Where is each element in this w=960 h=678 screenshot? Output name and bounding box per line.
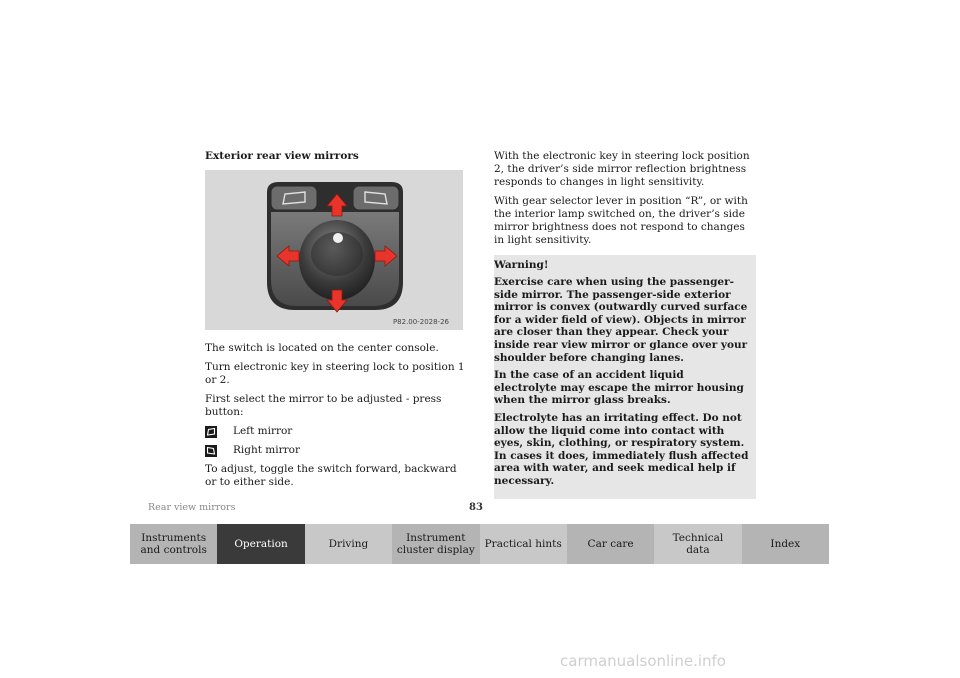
tab-car-care[interactable]: Car care: [567, 524, 654, 564]
right-paragraph-2: With gear selector lever in position “R”, or with the interior lamp switched on, the driver’s side mirror brightness does not respond to changes in light sensitivity.: [494, 195, 748, 246]
right-mirror-button: [353, 186, 399, 210]
right-mirror-icon: [205, 445, 217, 457]
tab-practical-hints[interactable]: Practical hints: [480, 524, 567, 564]
warning-box: [494, 255, 756, 499]
tab-index[interactable]: Index: [742, 524, 829, 564]
page-number: 83: [469, 502, 483, 513]
left-paragraph-4: To adjust, toggle the switch forward, backward or to either side.: [205, 463, 457, 488]
mirror-switch-illustration: [205, 170, 463, 330]
tab-technical-data[interactable]: Technical data: [654, 524, 741, 564]
left-paragraph-3: First select the mirror to be adjusted - press button:: [205, 393, 442, 418]
warning-paragraph-3: Electrolyte has an irritating effect. Do not allow the liquid come into contact with eyes, skin, clothing, or respiratory system. In cases it does, immediately flush affected area with water, and seek medical help if necessary.: [494, 411, 749, 487]
right-mirror-label: Right mirror: [233, 444, 300, 456]
watermark: carmanualsonline.info: [560, 652, 726, 670]
tab-instruments-controls[interactable]: Instruments and controls: [130, 524, 217, 564]
mirror-switch-figure: [205, 170, 463, 330]
left-column: [205, 150, 467, 495]
left-paragraph-1: The switch is located on the center console.: [205, 342, 439, 354]
left-paragraph-2: Turn electronic key in steering lock to position 1 or 2.: [205, 361, 465, 386]
right-column: [494, 150, 756, 499]
tab-driving[interactable]: Driving: [305, 524, 392, 564]
chapter-nav: [130, 524, 829, 564]
adjust-knob: [299, 220, 375, 300]
right-mirror-item: [205, 444, 467, 457]
warning-paragraph-1: Exercise care when using the passenger-side mirror. The passenger-side exterior mirror is convex (outwardly curved surface for a wider field of view). Objects in mirror are closer than they appear. Check your inside rear view mirror or glance over your shoulder before changing lanes.: [494, 276, 748, 364]
right-paragraph-1: With the electronic key in steering lock position 2, the driver’s side mirror reflection brightness responds to changes in light sensitivity.: [494, 150, 750, 188]
left-mirror-button: [271, 186, 317, 210]
tab-operation[interactable]: Operation: [217, 524, 304, 564]
tab-instrument-cluster[interactable]: Instrument cluster display: [392, 524, 479, 564]
warning-title: Warning!: [494, 259, 549, 271]
figure-code: P82.00-2028-26: [392, 318, 449, 326]
warning-paragraph-2: In the case of an accident liquid electrolyte may escape the mirror housing when the mirror glass breaks.: [494, 369, 744, 407]
section-heading: Exterior rear view mirrors: [205, 150, 359, 162]
footer-section-title: Rear view mirrors: [148, 502, 236, 513]
left-mirror-label: Left mirror: [233, 425, 293, 437]
left-mirror-icon: [205, 426, 217, 438]
left-mirror-item: [205, 425, 467, 438]
